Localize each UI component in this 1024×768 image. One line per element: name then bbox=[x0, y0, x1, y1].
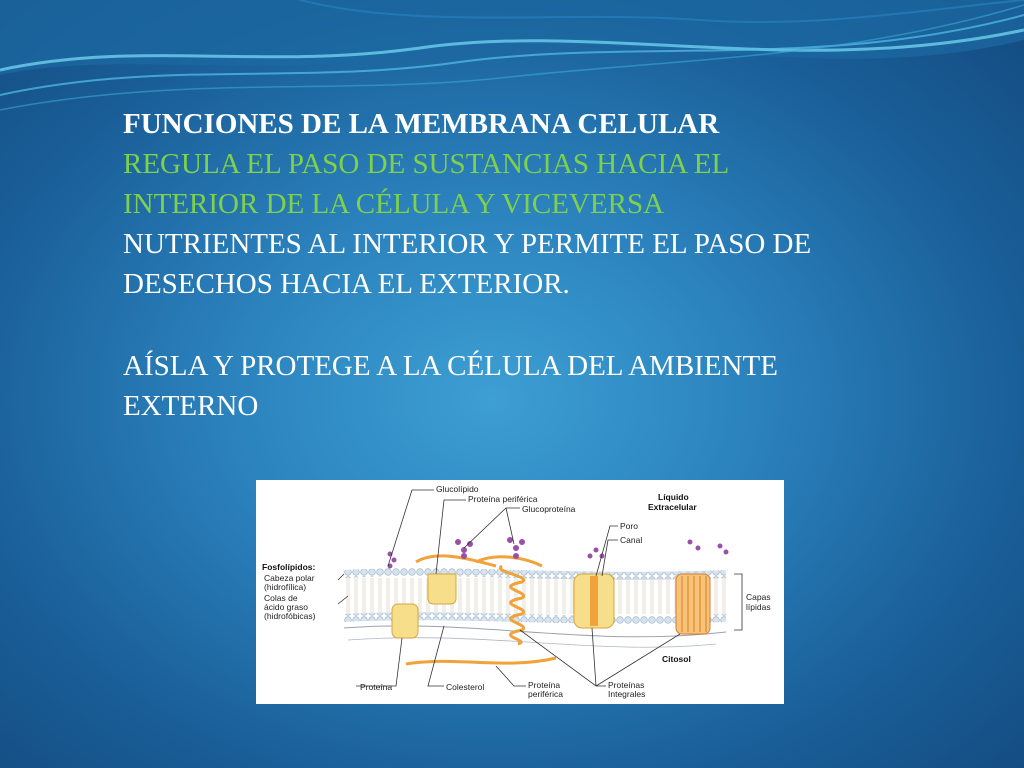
label-colas-2: ácido graso bbox=[264, 602, 308, 612]
integral-protein-left bbox=[392, 604, 418, 638]
slide-title: FUNCIONES DE LA MEMBRANA CELULAR bbox=[123, 108, 720, 140]
channel-protein bbox=[574, 574, 614, 628]
label-lipidas: lípidas bbox=[746, 602, 771, 612]
label-poro: Poro bbox=[620, 521, 638, 531]
label-colas-3: (hidrofóbicas) bbox=[264, 611, 316, 621]
label-proteinas-integrales-1: Proteínas bbox=[608, 680, 645, 690]
protect-line-2: EXTERNO bbox=[123, 390, 259, 422]
label-proteinas-integrales-2: Integrales bbox=[608, 689, 646, 699]
label-cabeza-2: (hidrofílica) bbox=[264, 582, 307, 592]
label-colesterol: Colesterol bbox=[446, 682, 485, 692]
label-citosol: Citosol bbox=[662, 654, 691, 664]
label-proteina: Proteína bbox=[360, 682, 393, 692]
label-glucoproteina: Glucoproteína bbox=[522, 504, 576, 514]
nutrients-line-1: NUTRIENTES AL INTERIOR Y PERMITE EL PASO DE bbox=[123, 228, 812, 260]
label-proteina-periferica-top: Proteína periférica bbox=[468, 494, 538, 504]
function-line-2: INTERIOR DE LA CÉLULA Y VICEVERSA bbox=[123, 188, 665, 220]
function-line-1: REGULA EL PASO DE SUSTANCIAS HACIA EL bbox=[123, 148, 730, 180]
label-liquido: Líquido bbox=[658, 492, 689, 502]
membrane-diagram bbox=[256, 480, 784, 704]
label-fosfolipidos: Fosfolípidos: bbox=[262, 562, 316, 572]
label-cabeza-1: Cabeza polar bbox=[264, 573, 315, 583]
label-canal: Canal bbox=[620, 535, 643, 545]
membrane-diagram-svg bbox=[256, 480, 784, 704]
label-extracelular: Extracelular bbox=[648, 502, 697, 512]
slide-text bbox=[123, 104, 963, 426]
integral-protein-right bbox=[676, 574, 710, 634]
label-capas: Capas bbox=[746, 592, 771, 602]
protect-line-1: AÍSLA Y PROTEGE A LA CÉLULA DEL AMBIENTE bbox=[123, 350, 778, 382]
nutrients-line-2: DESECHOS HACIA EL EXTERIOR. bbox=[123, 268, 570, 300]
label-colas-1: Colas de bbox=[264, 593, 298, 603]
label-proteina-periferica-b1: Proteína bbox=[528, 680, 561, 690]
peripheral-protein-bottom bbox=[406, 658, 556, 664]
label-proteina-periferica-b2: periférica bbox=[528, 689, 563, 699]
label-glucolipido: Glucolípido bbox=[436, 484, 479, 494]
